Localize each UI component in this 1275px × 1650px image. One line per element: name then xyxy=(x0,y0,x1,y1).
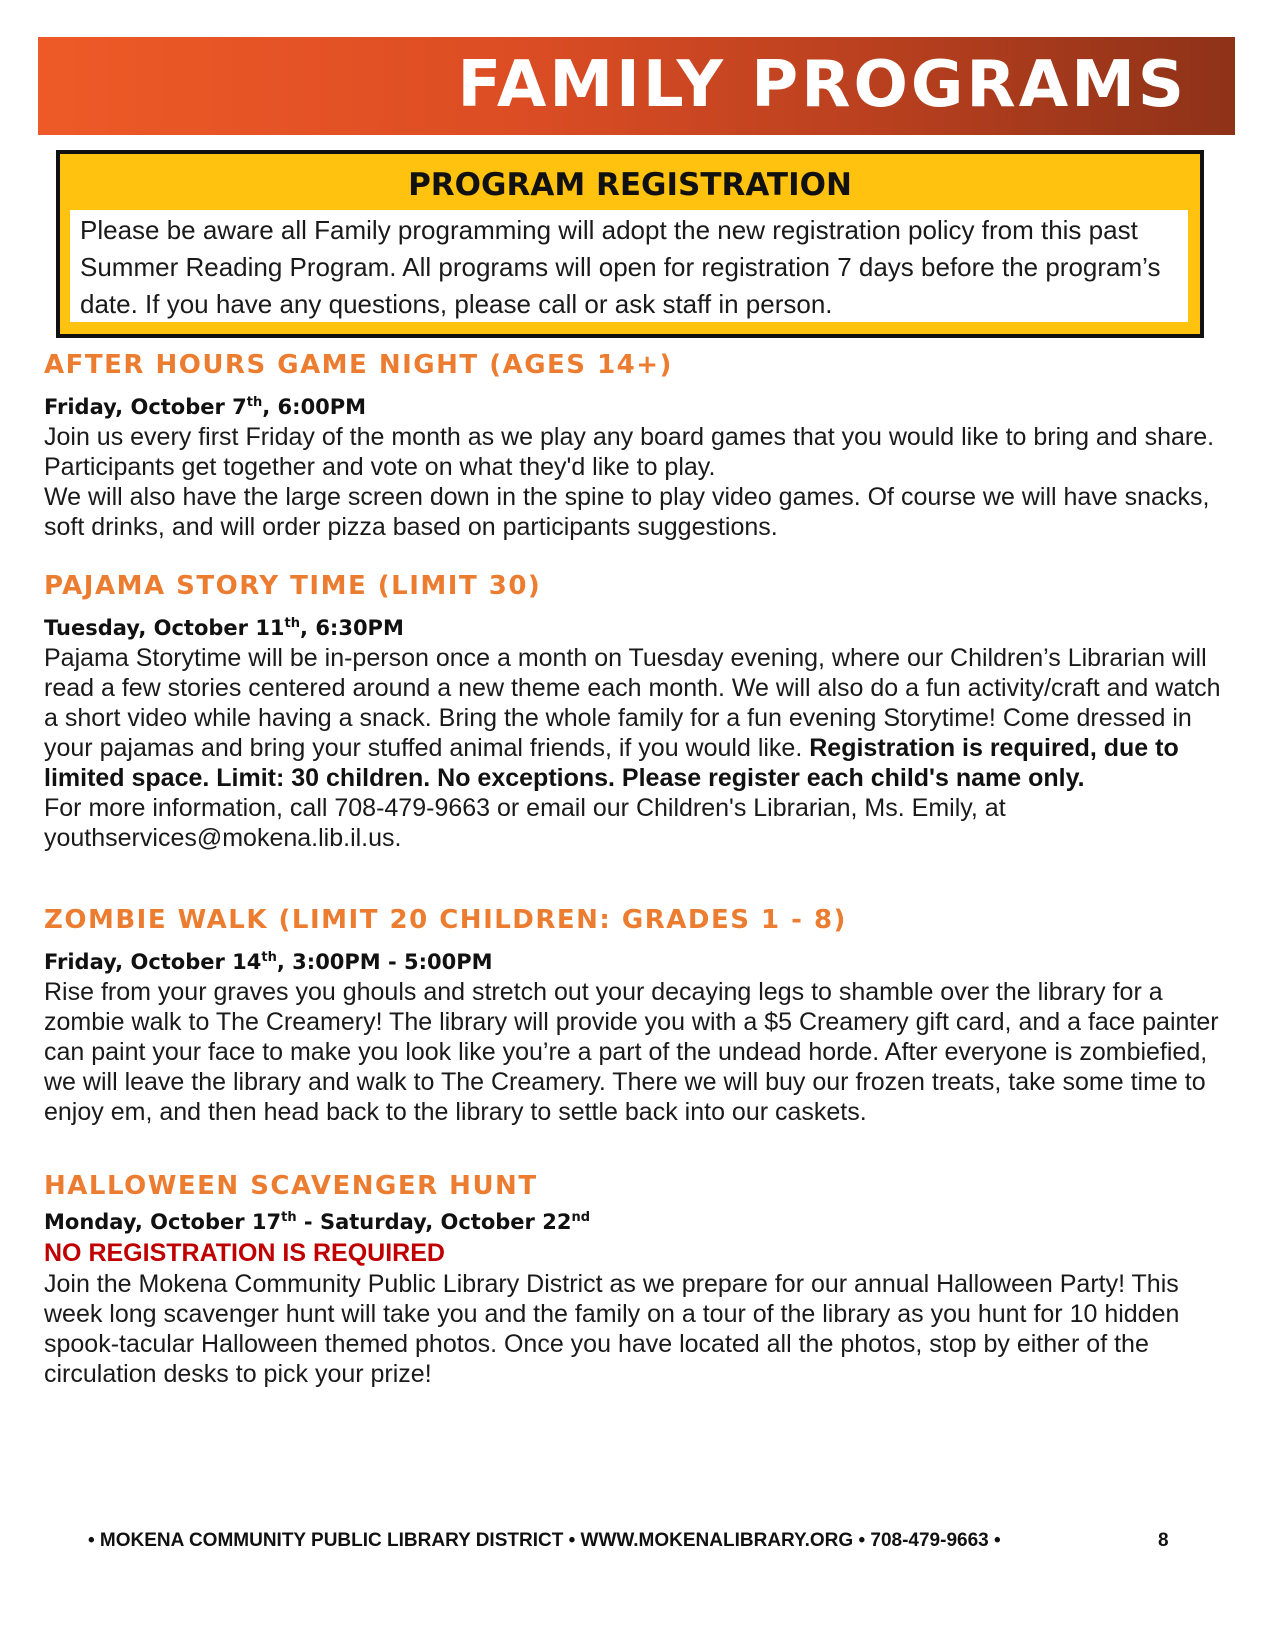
registration-box xyxy=(56,150,1204,338)
program-scavenger-hunt xyxy=(44,1169,1239,1389)
program-date: Monday, October 17th - Saturday, October 22nd xyxy=(44,1210,590,1234)
registration-title: PROGRAM REGISTRATION xyxy=(408,167,852,203)
no-registration-notice: NO REGISTRATION IS REQUIRED xyxy=(44,1239,445,1267)
program-date: Friday, October 7th, 6:00PM xyxy=(44,395,367,419)
registration-text: Please be aware all Family programming will adopt the new registration policy from this past Summer Reading Program. All programs will open for registration 7 days before the program’s date. If you have any questions, please call or ask staff in person. xyxy=(70,210,1188,322)
program-title: ZOMBIE WALK (LIMIT 20 CHILDREN: GRADES 1 - 8) xyxy=(44,905,847,935)
program-description: We will also have the large screen down in the spine to play video games. Of course we will have snacks, soft drinks, and will order pizza based on participants suggestions. xyxy=(44,483,1210,541)
program-pajama-story-time xyxy=(44,569,1239,853)
header-banner xyxy=(38,37,1235,135)
program-date: Friday, October 14th, 3:00PM - 5:00PM xyxy=(44,950,493,974)
page-number: 8 xyxy=(1158,1530,1169,1551)
footer-text: • MOKENA COMMUNITY PUBLIC LIBRARY DISTRICT • WWW.MOKENALIBRARY.ORG • 708-479-9663 • xyxy=(88,1530,1001,1551)
program-description: Join us every first Friday of the month as we play any board games that you would like to bring and share. Participants get together and vote on what they'd like to play. xyxy=(44,423,1215,481)
program-zombie-walk xyxy=(44,903,1239,1127)
program-description: Pajama Storytime will be in-person once a month on Tuesday evening, where our Children’s Librarian will read a few stories centered around a new theme each month. We will also do a fun activity/craft and watch a short video while having a snack. Bring the whole family for a fun evening Storytime! Come dressed in your pajamas and bring your stuffed animal friends, if you would like. Registration is required, due to limited space. Limit: 30 children. No exceptions. Please register each child's name only. xyxy=(44,644,1221,792)
page-title: FAMILY PROGRAMS xyxy=(457,48,1187,122)
program-description: Rise from your graves you ghouls and stretch out your decaying legs to shamble over the library for a zombie walk to The Creamery! The library will provide you with a $5 Creamery gift card, and a face painter can paint your face to make you look like you’re a part of the undead horde. After everyone is zombiefied, we will leave the library and walk to The Creamery. There we will buy our frozen treats, take some time to enjoy em, and then head back to the library to settle back into our caskets. xyxy=(44,978,1219,1126)
program-game-night xyxy=(44,348,1239,542)
program-date: Tuesday, October 11th, 6:30PM xyxy=(44,616,404,640)
program-title: AFTER HOURS GAME NIGHT (AGES 14+) xyxy=(44,350,673,380)
program-title: HALLOWEEN SCAVENGER HUNT xyxy=(44,1171,538,1201)
registration-requirement: Registration is required, due to limited space. Limit: 30 children. No exceptions. Please register each child's name only. xyxy=(44,734,1179,792)
program-contact-info: For more information, call 708-479-9663 or email our Children's Librarian, Ms. Emily, at youthservices@mokena.lib.il.us. xyxy=(44,794,1006,852)
program-title: PAJAMA STORY TIME (LIMIT 30) xyxy=(44,571,542,601)
program-description: Join the Mokena Community Public Library District as we prepare for our annual Halloween Party! This week long scavenger hunt will take you and the family on a tour of the library as you hunt for 10 hidden spook-tacular Halloween themed photos. Once you have located all the photos, stop by either of the circulation desks to pick your prize! xyxy=(44,1270,1180,1388)
